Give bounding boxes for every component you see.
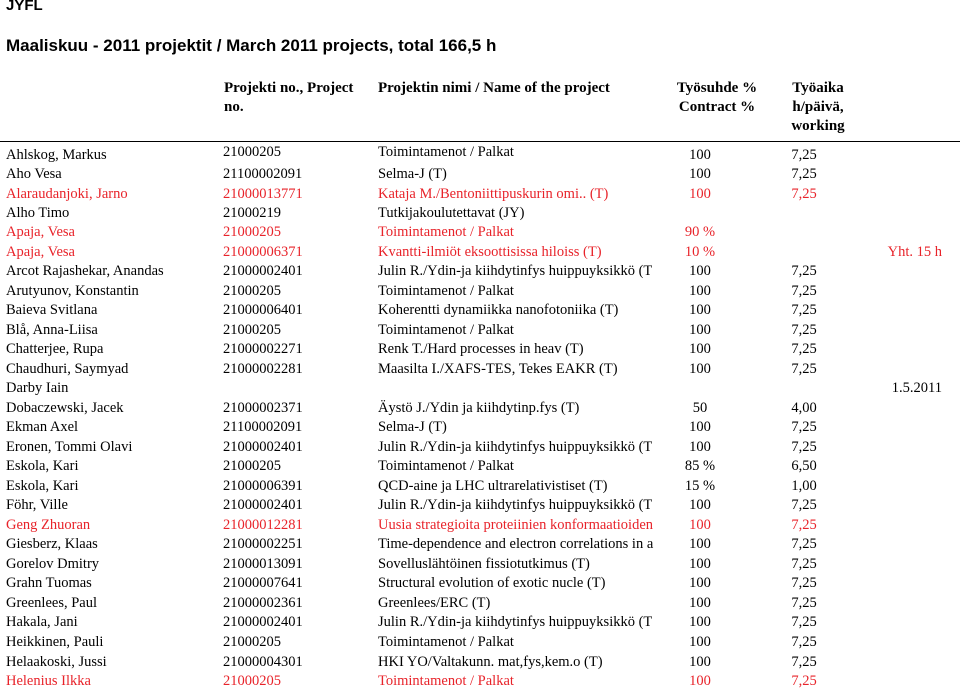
contract-percent: 100 (689, 147, 711, 163)
table-row (0, 595, 960, 615)
project-name: Toimintamenot / Palkat (378, 322, 514, 338)
contract-percent: 100 (689, 419, 711, 435)
project-number: 21000205 (223, 283, 281, 299)
table-row (0, 575, 960, 595)
working-hours: 6,50 (791, 458, 817, 474)
table-row (0, 341, 960, 361)
table-row (0, 144, 960, 167)
table-row (0, 361, 960, 381)
row-note: 1.5.2011 (891, 380, 942, 396)
working-hours: 1,00 (791, 478, 817, 494)
contract-percent: 100 (689, 614, 711, 630)
project-name: Time-dependence and electron correlations in a (378, 536, 654, 552)
working-hours: 7,25 (791, 595, 817, 611)
project-number: 21000004301 (223, 654, 303, 670)
project-number: 21000002251 (223, 536, 303, 552)
person-name: Greenlees, Paul (6, 595, 97, 611)
working-hours: 7,25 (791, 166, 817, 182)
person-name: Heikkinen, Pauli (6, 634, 104, 650)
person-name: Giesberz, Klaas (6, 536, 98, 552)
project-name: QCD-aine ja LHC ultrarelativistiset (T) (378, 478, 608, 494)
project-number: 21000205 (223, 458, 281, 474)
table-row (0, 517, 960, 537)
project-number: 21100002091 (223, 419, 303, 435)
contract-percent: 100 (689, 654, 711, 670)
contract-percent: 100 (689, 497, 711, 513)
project-name: Koherentti dynamiikka nanofotoniika (T) (378, 302, 619, 318)
table-row (0, 283, 960, 303)
table-row (0, 244, 960, 264)
person-name: Chatterjee, Rupa (6, 341, 104, 357)
contract-percent: 50 (692, 400, 708, 416)
working-hours: 4,00 (791, 400, 817, 416)
header-hours-line2: h/päivä, (792, 99, 844, 115)
working-hours: 7,25 (791, 322, 817, 338)
table-row (0, 556, 960, 576)
table-row (0, 614, 960, 634)
contract-percent: 10 % (684, 244, 716, 260)
project-name: Toimintamenot / Palkat (378, 283, 514, 299)
person-name: Eronen, Tommi Olavi (6, 439, 133, 455)
table-row (0, 458, 960, 478)
project-name: Julin R./Ydin-ja kiihdytinfys huippuyksikkö (T (378, 263, 653, 279)
project-name: Julin R./Ydin-ja kiihdytinfys huippuyksikkö (T (378, 614, 653, 630)
working-hours: 7,25 (791, 654, 817, 670)
header-contract-line1: Työsuhde % (676, 80, 758, 96)
page-title: Maaliskuu - 2011 projektit / March 2011 projects, total 166,5 h (6, 36, 497, 55)
working-hours: 7,25 (791, 614, 817, 630)
header-hours-line3: working (791, 118, 845, 134)
project-number: 21000002361 (223, 595, 303, 611)
person-name: Ekman Axel (6, 419, 79, 435)
project-number: 21000002371 (223, 400, 303, 416)
project-name: Tutkijakoulutettavat (JY) (378, 205, 525, 221)
contract-percent: 85 % (684, 458, 716, 474)
project-name: Toimintamenot / Palkat (378, 634, 514, 650)
contract-percent: 100 (689, 634, 711, 650)
project-name: Toimintamenot / Palkat (378, 458, 514, 474)
project-number: 21000013771 (223, 186, 303, 202)
contract-percent: 100 (689, 186, 711, 202)
project-name: Selma-J (T) (378, 419, 447, 435)
project-name: Toimintamenot / Palkat (378, 673, 514, 689)
header-hours (772, 79, 864, 136)
table-row (0, 497, 960, 517)
person-name: Dobaczewski, Jacek (6, 400, 124, 416)
project-number: 21000205 (223, 224, 281, 240)
person-name: Ahlskog, Markus (6, 147, 107, 163)
project-number: 21000007641 (223, 575, 303, 591)
working-hours: 7,25 (791, 283, 817, 299)
working-hours: 7,25 (791, 361, 817, 377)
working-hours: 7,25 (791, 517, 817, 533)
project-number: 21000205 (223, 322, 281, 338)
table-row (0, 634, 960, 654)
project-number: 21000002401 (223, 497, 303, 513)
person-name: Apaja, Vesa (6, 224, 75, 240)
working-hours: 7,25 (791, 634, 817, 650)
contract-percent: 100 (689, 536, 711, 552)
table-row (0, 263, 960, 283)
project-name: Julin R./Ydin-ja kiihdytinfys huippuyksikkö (T (378, 497, 653, 513)
header-divider (0, 141, 960, 142)
project-number: 21000205 (223, 634, 281, 650)
contract-percent: 100 (689, 575, 711, 591)
working-hours: 7,25 (791, 497, 817, 513)
project-name: HKI YO/Valtakunn. mat,fys,kem.o (T) (378, 654, 603, 670)
person-name: Apaja, Vesa (6, 244, 75, 260)
project-name: Kvantti-ilmiöt eksoottisissa hiloiss (T) (378, 244, 602, 260)
table-row (0, 400, 960, 420)
header-hours-line1: Työaika (792, 80, 844, 96)
table-row (0, 302, 960, 322)
person-name: Alho Timo (6, 205, 70, 221)
header-project-no-line2: no. (224, 99, 244, 115)
project-name: Maasilta I./XAFS-TES, Tekes EAKR (T) (378, 361, 618, 377)
person-name: Helaakoski, Jussi (6, 654, 107, 670)
org-label: JYFL (6, 0, 43, 14)
table-row (0, 186, 960, 206)
project-number: 21000205 (223, 673, 281, 689)
header-project-name-line1: Projektin nimi / Name of the project (378, 80, 610, 96)
contract-percent: 100 (689, 517, 711, 533)
person-name: Geng Zhuoran (6, 517, 91, 533)
contract-percent: 100 (689, 595, 711, 611)
project-number: 21100002091 (223, 166, 303, 182)
working-hours: 7,25 (791, 536, 817, 552)
person-name: Grahn Tuomas (6, 575, 92, 591)
contract-percent: 100 (689, 166, 711, 182)
table-row (0, 166, 960, 186)
contract-percent: 100 (689, 673, 711, 689)
table-row (0, 673, 960, 693)
working-hours: 7,25 (791, 439, 817, 455)
person-name: Arutyunov, Konstantin (6, 283, 139, 299)
row-note: Yht. 15 h (887, 244, 942, 260)
table-row (0, 654, 960, 674)
working-hours: 7,25 (791, 263, 817, 279)
person-name: Eskola, Kari (6, 478, 79, 494)
project-number: 21000002281 (223, 361, 303, 377)
person-name: Alaraudanjoki, Jarno (6, 186, 128, 202)
person-name: Gorelov Dmitry (6, 556, 100, 572)
header-project-no-line1: Projekti no., Project (224, 80, 354, 96)
header-project-name (378, 79, 610, 98)
table-row (0, 205, 960, 225)
table-row (0, 536, 960, 556)
table-row (0, 322, 960, 342)
project-name: Uusia strategioita proteiinien konformaatioiden (378, 517, 654, 533)
working-hours: 7,25 (791, 147, 817, 163)
contract-percent: 100 (689, 341, 711, 357)
contract-percent: 100 (689, 322, 711, 338)
contract-percent: 100 (689, 263, 711, 279)
person-name: Eskola, Kari (6, 458, 79, 474)
contract-percent: 100 (689, 439, 711, 455)
person-name: Helenius Ilkka (6, 673, 91, 689)
header-project-no (224, 79, 353, 117)
project-name: Julin R./Ydin-ja kiihdytinfys huippuyksikkö (T (378, 439, 653, 455)
project-number: 21000006391 (223, 478, 303, 494)
project-name: Äystö J./Ydin ja kiihdytinp.fys (T) (378, 400, 580, 416)
project-number: 21000013091 (223, 556, 303, 572)
table-row (0, 419, 960, 439)
person-name: Baieva Svitlana (6, 302, 98, 318)
working-hours: 7,25 (791, 302, 817, 318)
project-name: Greenlees/ERC (T) (378, 595, 491, 611)
person-name: Chaudhuri, Saymyad (6, 361, 129, 377)
project-number: 21000006371 (223, 244, 303, 260)
contract-percent: 100 (689, 556, 711, 572)
project-number: 21000219 (223, 205, 281, 221)
project-number: 21000012281 (223, 517, 303, 533)
project-number: 21000205 (223, 144, 281, 160)
working-hours: 7,25 (791, 575, 817, 591)
person-name: Arcot Rajashekar, Anandas (6, 263, 164, 279)
project-name: Selma-J (T) (378, 166, 447, 182)
project-number: 21000002401 (223, 439, 303, 455)
table-row (0, 478, 960, 498)
contract-percent: 100 (689, 361, 711, 377)
project-number: 21000002401 (223, 263, 303, 279)
working-hours: 7,25 (791, 419, 817, 435)
project-number: 21000002271 (223, 341, 303, 357)
project-name: Renk T./Hard processes in heav (T) (378, 341, 584, 357)
project-name: Toimintamenot / Palkat (378, 224, 514, 240)
person-name: Darby Iain (6, 380, 69, 396)
person-name: Aho Vesa (6, 166, 62, 182)
person-name: Hakala, Jani (6, 614, 78, 630)
person-name: Blå, Anna-Liisa (6, 322, 98, 338)
table-row (0, 380, 960, 400)
header-contract (662, 79, 772, 117)
table-row (0, 224, 960, 244)
contract-percent: 100 (689, 283, 711, 299)
project-name: Structural evolution of exotic nucle (T) (378, 575, 606, 591)
working-hours: 7,25 (791, 673, 817, 689)
project-name: Toimintamenot / Palkat (378, 144, 514, 160)
contract-percent: 90 % (684, 224, 716, 240)
working-hours: 7,25 (791, 556, 817, 572)
working-hours: 7,25 (791, 186, 817, 202)
project-name: Kataja M./Bentoniittipuskurin omi.. (T) (378, 186, 609, 202)
project-number: 21000002401 (223, 614, 303, 630)
project-number: 21000006401 (223, 302, 303, 318)
working-hours: 7,25 (791, 341, 817, 357)
contract-percent: 100 (689, 302, 711, 318)
project-name: Sovelluslähtöinen fissiotutkimus (T) (378, 556, 590, 572)
person-name: Föhr, Ville (6, 497, 68, 513)
contract-percent: 15 % (684, 478, 716, 494)
table-row (0, 439, 960, 459)
header-contract-line2: Contract % (678, 99, 756, 115)
